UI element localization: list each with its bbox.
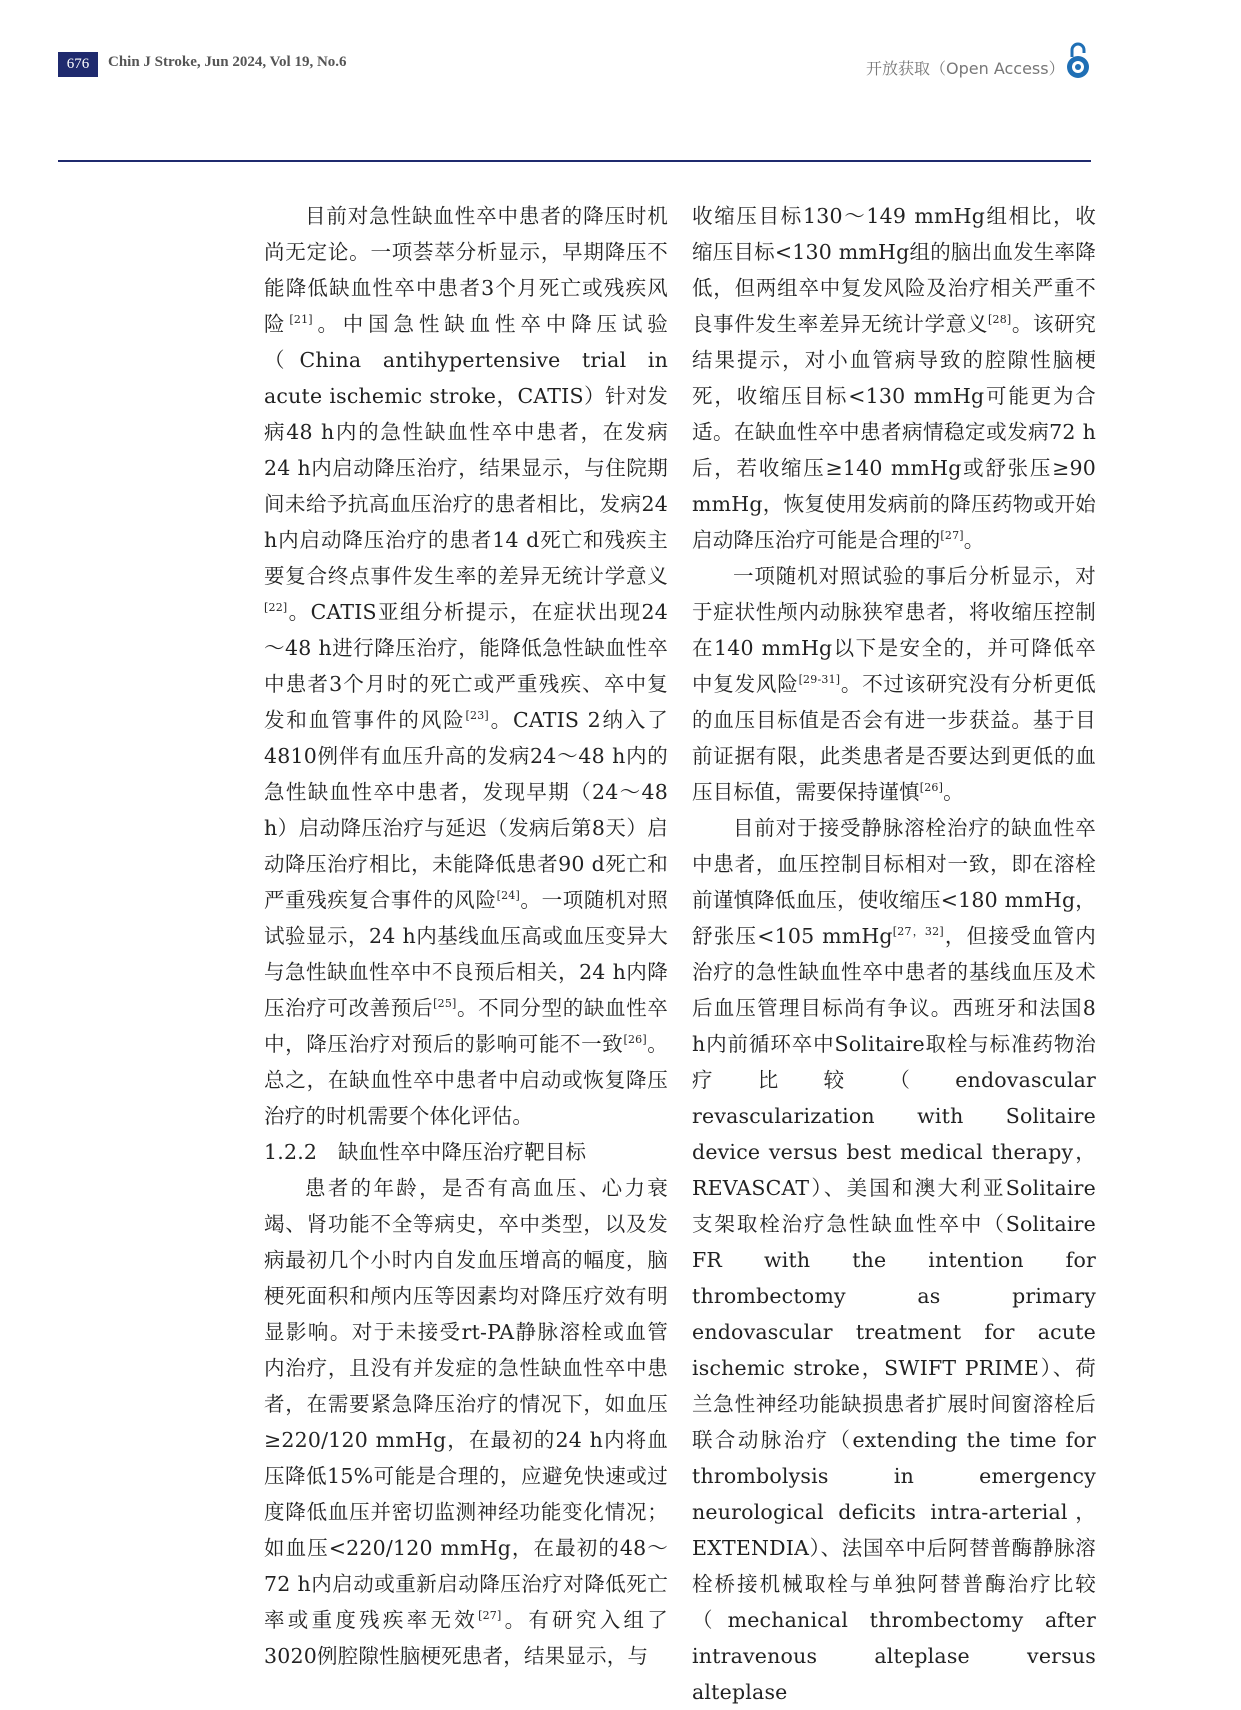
paragraph: 收缩压目标130～149 mmHg组相比，收缩压目标<130 mmHg组的脑出血发生率降低，但两组卒中复发风险及治疗相关严重不良事件发生率差异无统计学意义[28]。该研究结果提示，对小血管病导致的腔隙性脑梗死，收缩压目标<130 mmHg可能更为合适。在缺血性卒中患者病情稳定或发病72 h后，若收缩压≥140 mmHg或舒张压≥90 mmHg，恢复使用发病前的降压药物或开始启动降压治疗可能是合理的[27]。 [692, 204, 1096, 552]
open-access-label: 开放获取（Open Access） [866, 59, 1065, 78]
section-heading: 1.2.2 缺血性卒中降压治疗靶目标 [264, 1140, 587, 1164]
paragraph: 一项随机对照试验的事后分析显示，对于症状性颅内动脉狭窄患者，将收缩压控制在140 mmHg以下是安全的，并可降低卒中复发风险[29-31]。不过该研究没有分析更低的血压目标值是否会有进一步获益。基于目前证据有限，此类患者是否要达到更低的血压目标值，需要保持谨慎[26]。 [692, 564, 1096, 804]
journal-citation: Chin J Stroke, Jun 2024, Vol 19, No.6 [108, 54, 347, 70]
paragraph: 目前对急性缺血性卒中患者的降压时机尚无定论。一项荟萃分析显示，早期降压不能降低缺血性卒中患者3个月死亡或残疾风险[21]。中国急性缺血性卒中降压试验（China antihypertensive trial in acute ischemic stroke，CATIS）针对发病48 h内的急性缺血性卒中患者，在发病24 h内启动降压治疗，结果显示，与住院期间未给予抗高血压治疗的患者相比，发病24 h内启动降压治疗的患者14 d死亡和残疾主要复合终点事件发生率的差异无统计学意义[22]。CATIS亚组分析提示，在症状出现24～48 h进行降压治疗，能降低急性缺血性卒中患者3个月时的死亡或严重残疾、卒中复发和血管事件的风险[23]。CATIS 2纳入了4810例伴有血压升高的发病24～48 h内的急性缺血性卒中患者，发现早期（24～48 h）启动降压治疗与延迟（发病后第8天）启动降压治疗相比，未能降低患者90 d死亡和严重残疾复合事件的风险[24]。一项随机对照试验显示，24 h内基线血压高或血压变异大与急性缺血性卒中不良预后相关，24 h内降压治疗可改善预后[25]。不同分型的缺血性卒中，降压治疗对预后的影响可能不一致[26]。总之，在缺血性卒中患者中启动或恢复降压治疗的时机需要个体化评估。 [264, 204, 669, 1128]
page-number: 676 [58, 52, 98, 77]
right-column [692, 198, 1096, 1710]
open-access-lock-icon [1063, 40, 1093, 80]
left-column [264, 198, 668, 1674]
header-rule [58, 160, 1091, 162]
paragraph: 目前对于接受静脉溶栓治疗的缺血性卒中患者，血压控制目标相对一致，即在溶栓前谨慎降低血压，使收缩压<180 mmHg，舒张压<105 mmHg[27，32]，但接受血管内治疗的急性缺血性卒中患者的基线血压及术后血压管理目标尚有争议。西班牙和法国8 h内前循环卒中Solitaire取栓与标准药物治疗比较（endovascular revascularization with Solitaire device versus best medical therapy，REVASCAT）、美国和澳大利亚Solitaire支架取栓治疗急性缺血性卒中（Solitaire FR with the intention for thrombectomy as primary endovascular treatment for acute ischemic stroke，SWIFT PRIME）、荷兰急性神经功能缺损患者扩展时间窗溶栓后联合动脉治疗（extending the time for thrombolysis in emergency neurological deficits intra-arterial，EXTENDIA）、法国卒中后阿替普酶静脉溶栓桥接机械取栓与单独阿替普酶治疗比较（mechanical thrombectomy after intravenous alteplase versus alteplase [692, 816, 1096, 1704]
paragraph: 患者的年龄，是否有高血压、心力衰竭、肾功能不全等病史，卒中类型，以及发病最初几个小时内自发血压增高的幅度，脑梗死面积和颅内压等因素均对降压疗效有明显影响。对于未接受rt-PA静脉溶栓或血管内治疗，且没有并发症的急性缺血性卒中患者，在需要紧急降压治疗的情况下，如血压≥220/120 mmHg，在最初的24 h内将血压降低15%可能是合理的，应避免快速或过度降低血压并密切监测神经功能变化情况；如血压<220/120 mmHg，在最初的48～72 h内启动或重新启动降压治疗对降低死亡率或重度残疾率无效[27]。有研究入组了3020例腔隙性脑梗死患者，结果显示，与 [264, 1176, 668, 1668]
